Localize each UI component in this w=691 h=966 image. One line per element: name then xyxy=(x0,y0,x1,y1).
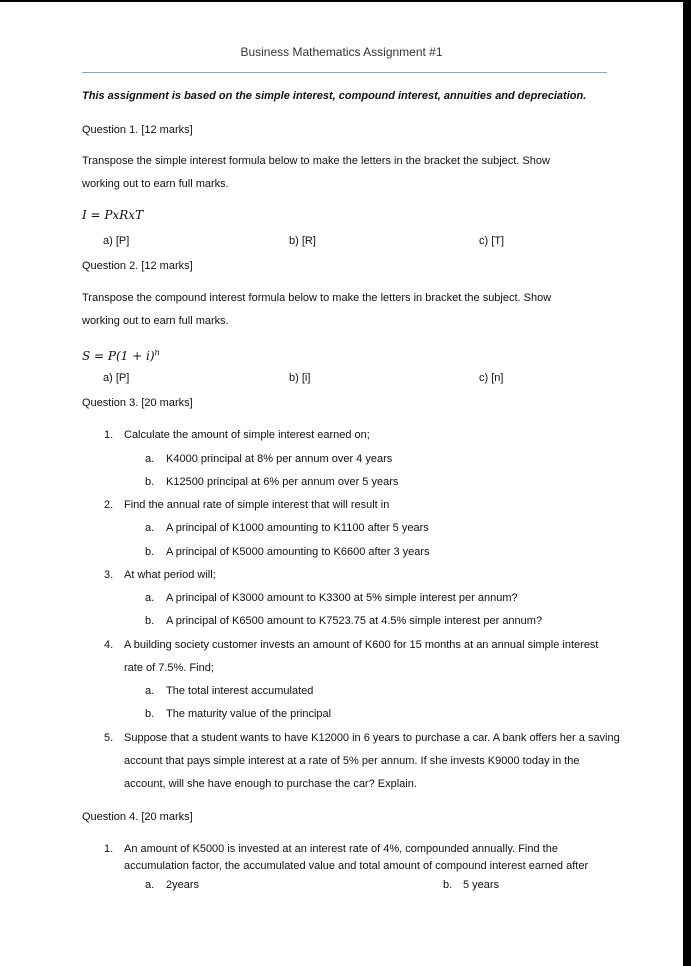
list-letter: b. xyxy=(145,708,155,720)
q1-option-c: c) [T] xyxy=(479,235,505,247)
intro-text: This assignment is based on the simple interest, compound interest, annuities and depreciation. xyxy=(82,90,587,102)
q2-line2: working out to earn full marks. xyxy=(82,315,229,327)
q2-option-c: c) [n] xyxy=(479,372,504,384)
list-letter: a. xyxy=(145,522,155,534)
list-number: 2. xyxy=(104,499,114,511)
q1-title: Question 1. [12 marks] xyxy=(82,124,193,136)
header-rule xyxy=(82,72,607,73)
q3-item-4-line1: A building society customer invests an amount of K600 for 15 months at an annual simple interest xyxy=(124,639,599,651)
q1-line1: Transpose the simple interest formula below to make the letters in the bracket the subject. Show xyxy=(82,155,550,167)
q1-formula: I = PxRxT xyxy=(82,208,144,222)
q3-item-3b: A principal of K6500 amount to K7523.75 at 4.5% simple interest per annum? xyxy=(166,615,543,627)
q4-title: Question 4. [20 marks] xyxy=(82,811,193,823)
q1-line2: working out to earn full marks. xyxy=(82,178,229,190)
q1-option-b: b) [R] xyxy=(289,235,316,247)
q3-item-2: Find the annual rate of simple interest that will result in xyxy=(124,499,390,511)
list-letter: b. xyxy=(145,546,155,558)
q3-item-3a: A principal of K3000 amount to K3300 at 5% simple interest per annum? xyxy=(166,592,518,604)
q2-option-b: b) [i] xyxy=(289,372,311,384)
q3-item-4a: The total interest accumulated xyxy=(166,685,314,697)
q4-item-1-line2: accumulation factor, the accumulated value and total amount of compound interest earned after xyxy=(124,860,589,872)
list-letter: a. xyxy=(145,453,155,465)
q2-formula xyxy=(82,346,160,363)
list-number: 1. xyxy=(104,843,114,855)
list-letter: a. xyxy=(145,592,155,604)
q3-item-5-line2: account that pays simple interest at a rate of 5% per annum. If she invests K9000 today in the xyxy=(124,755,580,767)
q2-formula-exponent: n xyxy=(154,348,160,357)
list-number: 4. xyxy=(104,639,114,651)
q3-item-3: At what period will; xyxy=(124,569,216,581)
q3-item-4b: The maturity value of the principal xyxy=(166,708,332,720)
q2-formula-base: S = P(1 + i) xyxy=(82,349,155,363)
q3-item-4-line2: rate of 7.5%. Find; xyxy=(124,662,214,674)
q3-item-1: Calculate the amount of simple interest earned on; xyxy=(124,429,370,441)
q2-title: Question 2. [12 marks] xyxy=(82,260,193,272)
q3-title: Question 3. [20 marks] xyxy=(82,397,193,409)
q1-option-a: a) [P] xyxy=(103,235,130,247)
q3-item-1b: K12500 principal at 6% per annum over 5 years xyxy=(166,476,399,488)
list-letter: b. xyxy=(443,879,453,891)
q4-item-1-line1: An amount of K5000 is invested at an interest rate of 4%, compounded annually. Find the xyxy=(124,843,558,855)
list-letter: b. xyxy=(145,615,155,627)
list-number: 1. xyxy=(104,429,114,441)
q3-item-2b: A principal of K5000 amounting to K6600 after 3 years xyxy=(166,546,430,558)
q4-item-1a: 2years xyxy=(166,879,200,891)
q2-option-a: a) [P] xyxy=(103,372,130,384)
q3-item-5-line1: Suppose that a student wants to have K12000 in 6 years to purchase a car. A bank offers her a saving xyxy=(124,732,620,744)
q2-line1: Transpose the compound interest formula below to make the letters in bracket the subject. Show xyxy=(82,292,552,304)
list-number: 3. xyxy=(104,569,114,581)
q3-item-5-line3: account, will she have enough to purchase the car? Explain. xyxy=(124,778,417,790)
q3-item-1a: K4000 principal at 8% per annum over 4 years xyxy=(166,453,393,465)
q3-item-2a: A principal of K1000 amounting to K1100 after 5 years xyxy=(166,522,429,534)
list-letter: a. xyxy=(145,879,155,891)
page-header: Business Mathematics Assignment #1 xyxy=(240,45,443,59)
list-letter: a. xyxy=(145,685,155,697)
list-letter: b. xyxy=(145,476,155,488)
q4-item-1b: 5 years xyxy=(463,879,500,891)
list-number: 5. xyxy=(104,732,114,744)
